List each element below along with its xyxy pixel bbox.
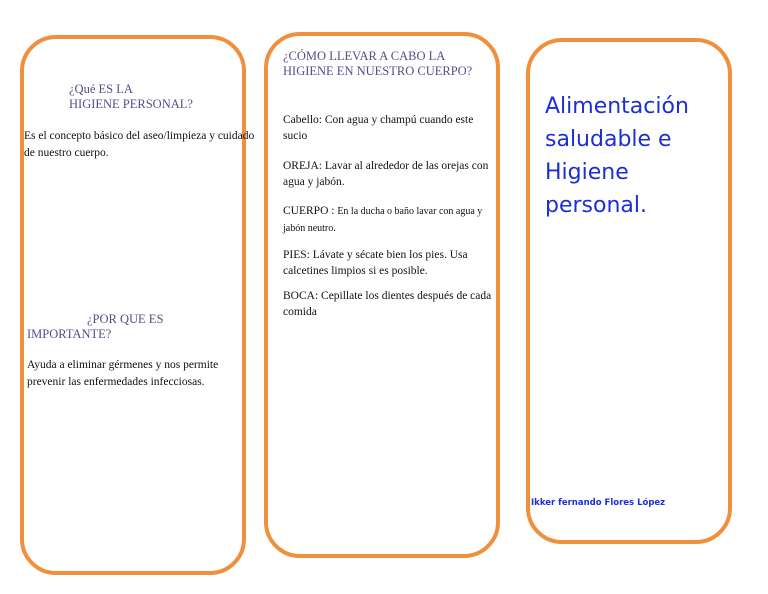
answer-why-important: Ayuda a eliminar gérmenes y nos permite prevenir las enfermedades infecciosas. [27, 359, 219, 388]
item-pies: PIES: Lávate y sécate bien los pies. Usa calcetines limpios si es posible. [283, 249, 468, 277]
question-why-line2: IMPORTANTE? [27, 327, 112, 341]
cover-title: Alimentación saludable e Higiene personal. [545, 94, 689, 218]
left-panel [20, 35, 246, 575]
question-what-is-line2: HIGIENE PERSONAL? [69, 97, 193, 111]
item-cuerpo-label: CUERPO : [283, 205, 338, 217]
author-name: Ikker fernando Flores López [531, 498, 666, 508]
item-cabello: Cabello: Con agua y champú cuando este sucio [283, 114, 474, 142]
answer-what-is: Es el concepto básico del aseo/limpieza y cuidado de nuestro cuerpo. [24, 130, 255, 159]
item-cuerpo [283, 203, 493, 237]
question-what-is [69, 82, 239, 112]
item-cuerpo-text: En la ducha o baño lavar con agua y jabón neutro. [283, 206, 483, 234]
middle-heading: ¿CÓMO LLEVAR A CABO LA HIGIENE EN NUESTRO CUERPO? [283, 49, 473, 78]
question-why-important [27, 312, 227, 342]
item-boca: BOCA: Cepillate los dientes después de cada comida [283, 290, 492, 318]
item-oreja: OREJA: Lavar al alrededor de las orejas con agua y jabón. [283, 160, 489, 188]
question-why-line1: ¿POR QUE ES [87, 312, 164, 326]
question-what-is-line1: ¿Qué ES LA [69, 82, 133, 96]
